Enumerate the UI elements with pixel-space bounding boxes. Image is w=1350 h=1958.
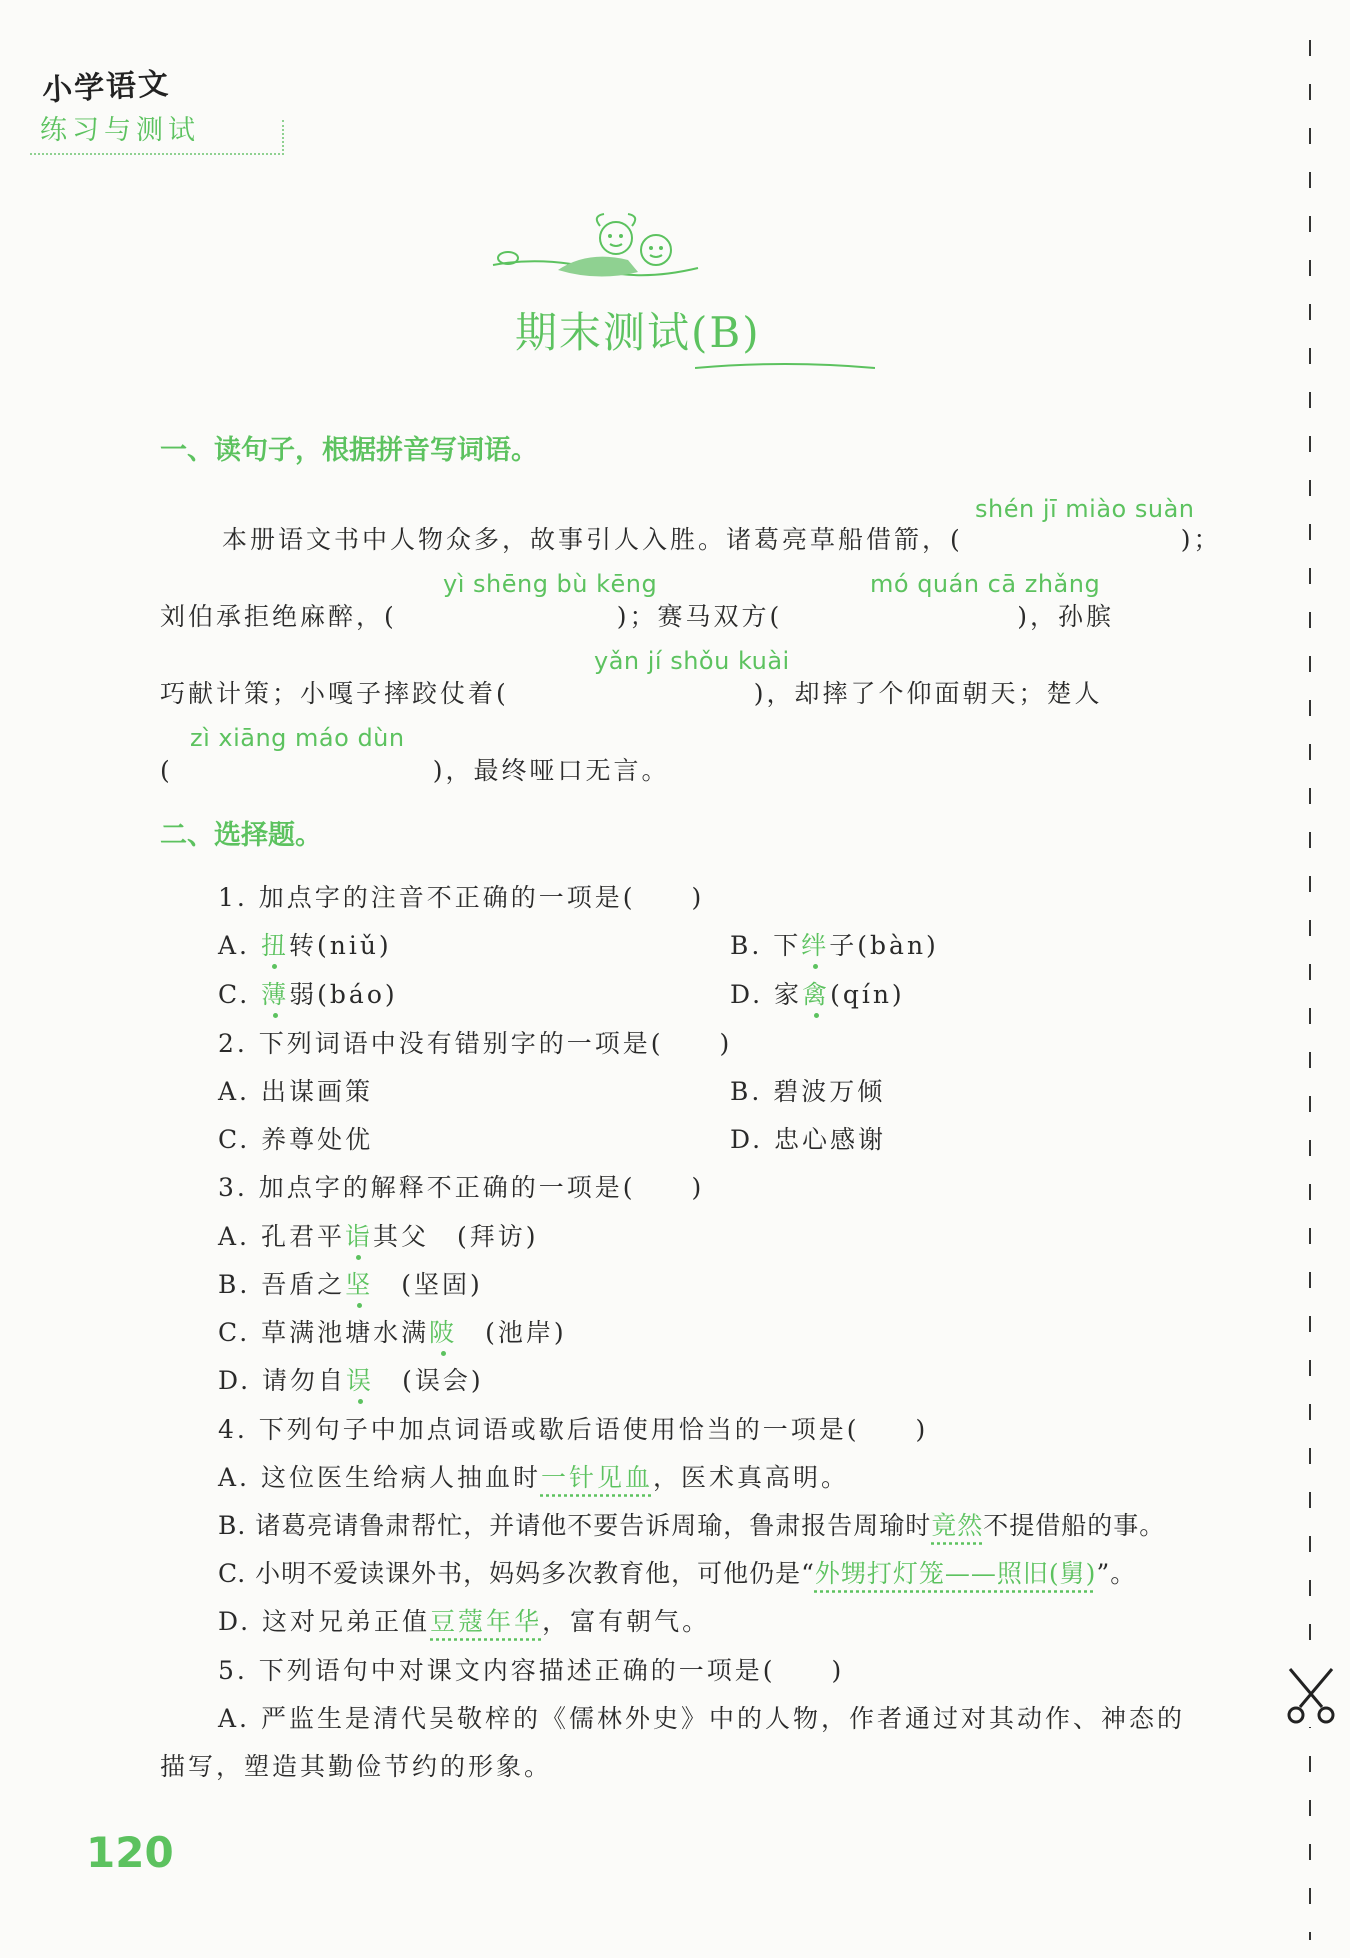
option-text: ”。 bbox=[1096, 1559, 1137, 1588]
passage-text: 本册语文书中人物众多，故事引人入胜。诸葛亮草船借箭，( bbox=[222, 525, 963, 554]
passage-text: )； bbox=[1180, 525, 1222, 554]
q3-option-b[interactable] bbox=[218, 1265, 483, 1301]
dotted-phrase: 竟然 bbox=[931, 1511, 984, 1540]
q2-option-c[interactable]: C. 养尊处优 bbox=[218, 1125, 374, 1154]
dotted-char: 误 bbox=[346, 1366, 375, 1395]
q5-option-a-line-1[interactable]: A. 严监生是清代吴敬梓的《儒林外史》中的人物，作者通过对其动作、神态的 bbox=[218, 1704, 1185, 1733]
dotted-char: 禽 bbox=[802, 980, 831, 1009]
q1-option-c[interactable] bbox=[218, 975, 398, 1011]
dotted-char: 薄 bbox=[261, 980, 290, 1009]
option-text: C. 草满池塘水满 bbox=[218, 1318, 430, 1347]
passage-line-2 bbox=[160, 597, 1114, 633]
option-text: A. 孔君平 bbox=[218, 1222, 345, 1251]
passage-line-3 bbox=[160, 674, 1103, 710]
section-2-heading: 二、选择题。 bbox=[160, 820, 322, 851]
option-text: A. bbox=[218, 931, 261, 960]
option-text: (池岸) bbox=[457, 1318, 567, 1347]
dotted-char: 诣 bbox=[344, 1222, 373, 1251]
dotted-phrase: 外甥打灯笼——照旧(舅) bbox=[814, 1559, 1097, 1588]
dotted-char: 绊 bbox=[801, 931, 830, 960]
pinyin-hint: zì xiāng máo dùn bbox=[190, 724, 405, 752]
q4-option-b[interactable] bbox=[218, 1506, 1165, 1542]
option-text: A. 这位医生给病人抽血时 bbox=[218, 1463, 541, 1492]
passage-text: )，最终哑口无言。 bbox=[432, 756, 670, 785]
q5-option-a-line-2[interactable]: 描写，塑造其勤俭节约的形象。 bbox=[160, 1752, 553, 1781]
pinyin-hint: mó quán cā zhǎng bbox=[870, 570, 1101, 598]
q2-option-a[interactable]: A. 出谋画策 bbox=[218, 1077, 373, 1106]
option-text: 子(bàn) bbox=[829, 931, 939, 960]
question-1-stem: 1. 加点字的注音不正确的一项是( ) bbox=[218, 883, 705, 912]
q4-option-a[interactable] bbox=[218, 1458, 849, 1494]
option-text: ，医术真高明。 bbox=[652, 1463, 849, 1492]
passage-text: )；赛马双方( bbox=[616, 602, 783, 631]
passage-text: )，却摔了个仰面朝天；楚人 bbox=[753, 679, 1103, 708]
option-text: (坚固) bbox=[373, 1270, 483, 1299]
option-text: 不提借船的事。 bbox=[983, 1511, 1166, 1540]
option-text: D. 请勿自 bbox=[218, 1366, 347, 1395]
option-text: D. 这对兄弟正值 bbox=[218, 1607, 431, 1636]
question-5-stem: 5. 下列语句中对课文内容描述正确的一项是( ) bbox=[218, 1656, 845, 1685]
q2-option-d[interactable]: D. 忠心感谢 bbox=[730, 1125, 887, 1154]
passage-text: )，孙膑 bbox=[1017, 602, 1115, 631]
passage-line-4 bbox=[160, 751, 670, 787]
option-text: (qín) bbox=[830, 980, 905, 1009]
header-brand: 小学语文 bbox=[41, 66, 172, 109]
dotted-phrase: 豆蔻年华 bbox=[430, 1607, 543, 1636]
pinyin-hint: shén jī miào suàn bbox=[975, 495, 1195, 523]
option-text: D. 家 bbox=[730, 980, 803, 1009]
dotted-phrase: 一针见血 bbox=[540, 1463, 653, 1492]
q3-option-c[interactable] bbox=[218, 1313, 567, 1349]
section-1-heading: 一、读句子，根据拼音写词语。 bbox=[160, 435, 538, 466]
dotted-char: 扭 bbox=[260, 931, 289, 960]
q4-option-d[interactable] bbox=[218, 1602, 710, 1638]
scissors-icon bbox=[1282, 1665, 1340, 1727]
option-text: C. bbox=[218, 980, 262, 1009]
q1-option-a[interactable] bbox=[218, 926, 392, 962]
q1-option-b[interactable] bbox=[730, 926, 939, 962]
question-3-stem: 3. 加点字的解释不正确的一项是( ) bbox=[218, 1173, 705, 1202]
option-text: B. 诸葛亮请鲁肃帮忙，并请他不要告诉周瑜，鲁肃报告周瑜时 bbox=[218, 1511, 932, 1540]
children-illustration-icon bbox=[488, 210, 708, 295]
q4-option-c[interactable] bbox=[218, 1554, 1136, 1590]
option-text: ，富有朝气。 bbox=[542, 1607, 711, 1636]
cut-dashed-line bbox=[1308, 40, 1312, 1940]
option-text: 其父 (拜访) bbox=[372, 1222, 539, 1251]
option-text: (误会) bbox=[374, 1366, 484, 1395]
option-text: C. 小明不爱读课外书，妈妈多次教育他，可他仍是“ bbox=[218, 1559, 815, 1588]
question-2-stem: 2. 下列词语中没有错别字的一项是( ) bbox=[218, 1029, 733, 1058]
q3-option-d[interactable] bbox=[218, 1361, 484, 1397]
q2-option-b[interactable]: B. 碧波万倾 bbox=[730, 1077, 886, 1106]
option-text: 弱(báo) bbox=[289, 980, 398, 1009]
dotted-char: 坚 bbox=[345, 1270, 374, 1299]
page-number: 120 bbox=[86, 1828, 174, 1877]
pinyin-hint: yì shēng bù kēng bbox=[443, 570, 658, 598]
question-4-stem: 4. 下列句子中加点词语或歇后语使用恰当的一项是( ) bbox=[218, 1415, 929, 1444]
title-underline bbox=[695, 362, 875, 372]
passage-text: ( bbox=[160, 756, 173, 785]
page-title: 期末测试(B) bbox=[515, 308, 761, 357]
option-text: 转(niǔ) bbox=[288, 931, 392, 960]
passage-text: 刘伯承拒绝麻醉，( bbox=[160, 602, 397, 631]
q3-option-a[interactable] bbox=[218, 1217, 538, 1253]
dotted-char: 陂 bbox=[429, 1318, 458, 1347]
header-subtitle: 练习与测试 bbox=[40, 115, 200, 146]
q1-option-d[interactable] bbox=[730, 975, 905, 1011]
passage-line-1 bbox=[222, 520, 1222, 556]
option-text: B. 吾盾之 bbox=[218, 1270, 346, 1299]
passage-text: 巧献计策；小嘎子摔跤仗着( bbox=[160, 679, 509, 708]
option-text: B. 下 bbox=[730, 931, 802, 960]
pinyin-hint: yǎn jí shǒu kuài bbox=[594, 647, 790, 675]
